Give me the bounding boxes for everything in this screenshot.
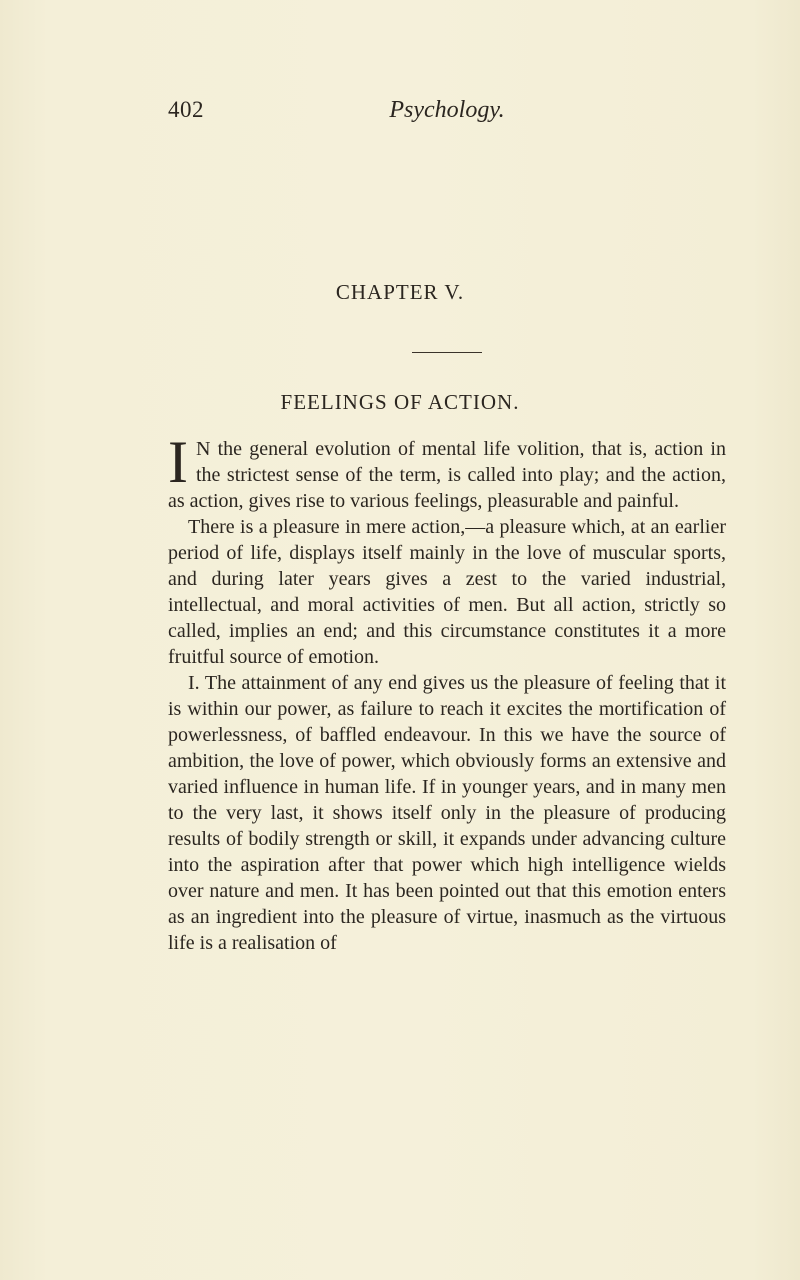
drop-cap: I bbox=[168, 429, 188, 495]
body-text bbox=[168, 429, 726, 956]
chapter-divider-rule bbox=[412, 352, 482, 353]
paragraph-1-text: N the general evolution of mental life volition, that is, action in the strictest sense of the term, is called into play; and the action, as action, gives rise to various feelings, pleasurable and painful. bbox=[168, 438, 726, 512]
paragraph-3: I. The attainment of any end gives us the pleasure of feeling that it is within our power, as failure to reach it excites the mortification of powerlessness, of baffled endeavour. In this we have the source of ambition, the love of power, which obviously forms an extensive and varied influence in human life. If in younger years, and in many men to the very last, it shows itself only in the pleasure of producing results of bodily strength or skill, it expands under advancing culture into the aspiration after that power which high intelligence wields over nature and men. It has been pointed out that this emotion enters as an ingredient into the pleasure of virtue, inasmuch as the virtuous life is a realisation of bbox=[168, 672, 726, 954]
page-number: 402 bbox=[168, 97, 204, 122]
chapter-label: CHAPTER V. bbox=[335, 280, 465, 304]
paragraph-2: There is a pleasure in mere action,—a pleasure which, at an earlier period of life, displays itself mainly in the love of muscular sports, and during later years gives a zest to the varied industrial, intellectual, and moral activities of men. But all action, strictly so called, implies an end; and this circumstance constitutes it a more fruitful source of emotion. bbox=[168, 516, 726, 668]
running-head bbox=[168, 97, 726, 137]
paragraph-1 bbox=[168, 429, 726, 514]
chapter-title: FEELINGS OF ACTION. bbox=[280, 390, 520, 414]
running-title: Psychology. bbox=[389, 97, 505, 123]
